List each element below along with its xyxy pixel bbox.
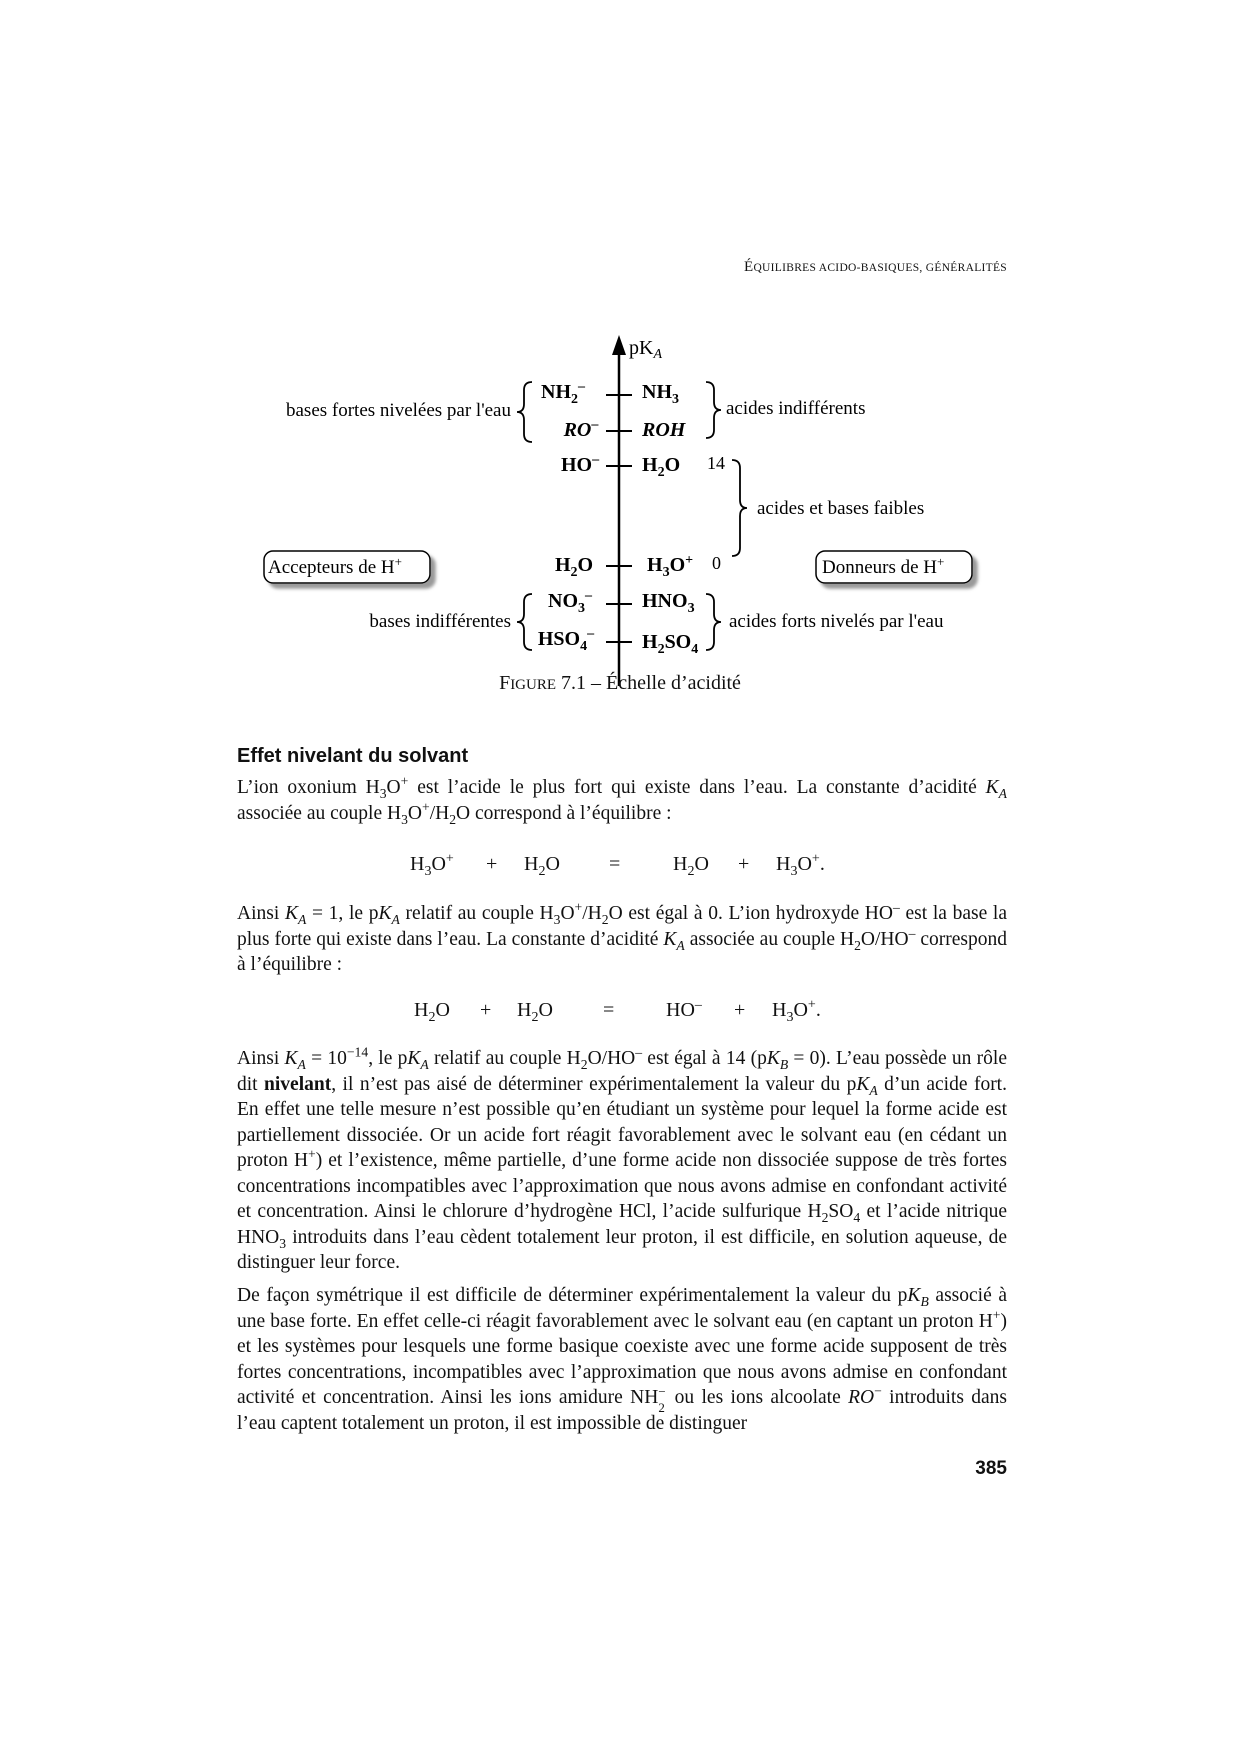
acid-hno3: $HNO_3$: [642, 590, 695, 616]
label-acides-forts: acides forts nivelés par l'eau: [729, 611, 944, 632]
brace-acides-forts: [706, 594, 721, 650]
acid-species: [641, 381, 698, 657]
svg-text:Accepteurs de H+: Accepteurs de H+: [268, 554, 402, 578]
base-ro: RO–: [563, 417, 599, 441]
running-header: ÉQUILIBRES ACIDO-BASIQUES, GÉNÉRALITÉS: [743, 259, 1007, 275]
base-h2o: $H_2O$: [554, 554, 594, 580]
acid-h2o: $H_2O$: [642, 454, 681, 480]
paragraph-1: L’ion oxonium $H_3O^+$ est l’acide le plus fort qui existe dans l’eau. La constante d’acidité $K_A$ associée au couple $H_3O^+/H_2O$ correspond à l’équilibre :: [237, 773, 1007, 827]
acidity-scale-figure: [0, 326, 1240, 706]
box-accepteurs: [264, 551, 430, 583]
brace-acides-indifferents: [706, 382, 721, 438]
section-title: Effet nivelant du solvant: [237, 745, 469, 767]
box-donneurs: [816, 551, 972, 583]
base-ho: HO–: [560, 452, 600, 476]
paragraph-2: Ainsi $K_A = 1$, le $pK_A$ relatif au couple $H_3O^+/H_2O$ est égal à 0. L’ion hydroxyde HO– est la base la plus forte qui existe dans l’eau. La constante d’acidité $K_A$ associée au couple $H_2O/HO^-$ correspond à l’équilibre :: [237, 899, 1007, 975]
label-acides-bases-faibles: acides et bases faibles: [757, 498, 925, 519]
brace-acides-bases-faibles: [732, 460, 747, 556]
paragraph-4: De façon symétrique il est difficile de déterminer expérimentalement la valeur du $pK_B$ associé à une base forte. En effet celle-ci réagit favorablement avec le solvant eau (en captant un proton H+) et les systèmes pour lesquels une forme basique coexiste avec une forme acide supposent de très fortes concentrations, incompatibles avec l’approximation que nous avons admise en confondant activité et concentration. Ainsi les ions amidure NH − 2 ou les ions alcoolate RO− introduits dans l’eau captent totalement un proton, il est impossible de distinguer: [237, 1285, 1008, 1434]
base-nh2: $NH_2^-$: [541, 379, 585, 407]
brace-labels: [286, 398, 944, 632]
axis-label: $pK_A$: [629, 337, 663, 362]
pka-14: 14: [707, 453, 725, 473]
figure-caption: FIGURE 7.1 – Échelle d’acidité: [499, 672, 741, 694]
base-species: [538, 379, 600, 654]
acid-nh3: $NH_3$: [642, 381, 679, 407]
brace-bases-fortes: [517, 382, 532, 442]
label-bases-fortes: bases fortes nivelées par l'eau: [286, 400, 511, 421]
paragraph-3: Ainsi $K_A = 10^{-14}$, le $pK_A$ relatif au couple $H_2O/HO^-$ est égal à 14 $(pK_B = 0)$. L’eau possède un rôle dit nivelant, il n’est pas aisé de déterminer expérimentalement la valeur du $pK_A$ d’un acide fort. En effet une telle mesure n’est possible qu’en étudiant un système pour lequel la forme acide est partiellement dissociée. Or un acide fort réagit favorablement avec le solvant eau (en cédant un proton H+) et l’existence, même partielle, d’une forme acide non dissociée suppose de très fortes concentrations incompatibles avec l’approximation que nous avons admise en confondant activité et concentration. Ainsi le chlorure d’hydrogène HCl, l’acide sulfurique $H_2SO_4$ et l’acide nitrique $HNO_3$ introduits dans l’eau cèdent totalement leur proton, il est difficile, en solution aqueuse, de distinguer leur force.: [237, 1044, 1007, 1273]
acid-roh: ROH: [642, 419, 686, 441]
pka-0: 0: [712, 553, 721, 573]
brace-bases-indifferentes: [517, 594, 532, 650]
base-hso4: $HSO_4^-$: [537, 626, 595, 654]
acid-h3o: $H_3O^+$: [647, 553, 694, 580]
acid-h2so4: $H_2SO_4$: [642, 631, 699, 657]
page-number: 385: [975, 1458, 1007, 1479]
svg-text:Donneurs de H+: Donneurs de H+: [822, 554, 945, 578]
equation-2: $H_2O$ + $H_2O$ = HO– + $H_3O^+$.: [414, 997, 821, 1025]
equation-1: $H_3O^+$ + $H_2O$ = $H_2O$ + $H_3O^+$.: [410, 851, 825, 879]
base-no3: $NO_3^-$: [548, 588, 592, 616]
axis-arrow-head: [612, 335, 626, 355]
label-acides-indifferents: acides indifférents: [726, 398, 866, 419]
label-bases-indifferentes: bases indifférentes: [369, 611, 511, 632]
